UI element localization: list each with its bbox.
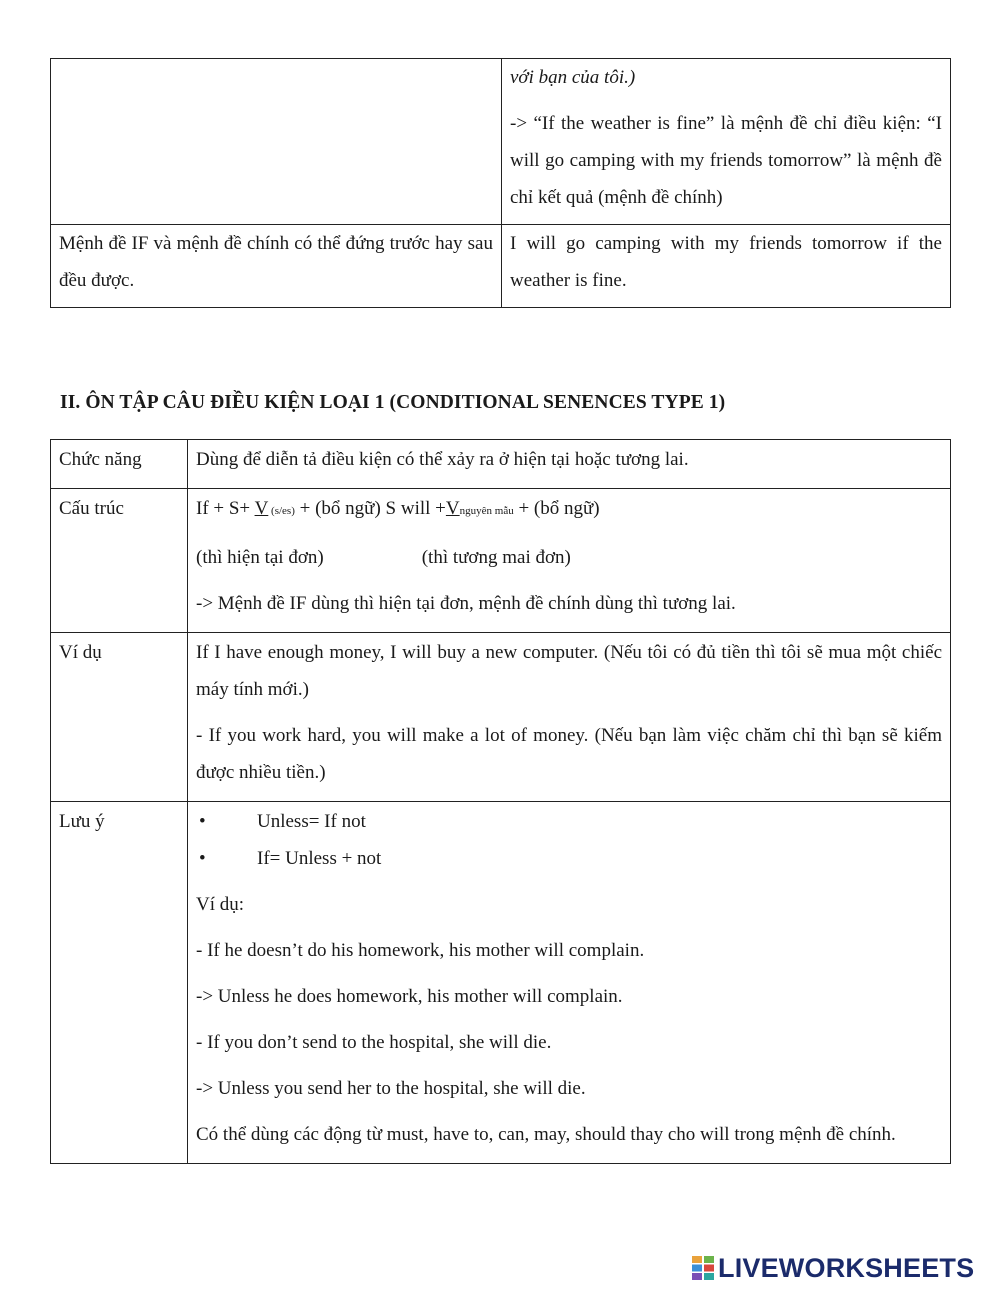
logo-blocks-icon bbox=[692, 1256, 714, 1280]
note-line: Có thể dùng các động từ must, have to, can, may, should thay cho will trong mệnh đề chính. bbox=[196, 1124, 896, 1145]
bullet-text: If= Unless + not bbox=[257, 848, 382, 869]
row-label: Cấu trúc bbox=[51, 489, 188, 633]
formula-part: If + S+ bbox=[196, 498, 255, 519]
formula-verb: V bbox=[445, 498, 460, 519]
note-line: -> Unless you send her to the hospital, she will die. bbox=[196, 1078, 586, 1099]
table-row-structure bbox=[51, 489, 951, 633]
clause-order-note: Mệnh đề IF và mệnh đề chính có thể đứng trước hay sau đều được. bbox=[51, 225, 502, 308]
reordered-example: I will go camping with my friends tomorrow if the weather is fine. bbox=[502, 225, 951, 308]
example-cell bbox=[188, 633, 951, 802]
formula-part: + (bổ ngữ) bbox=[513, 498, 600, 519]
list-item bbox=[196, 803, 942, 840]
list-item bbox=[196, 840, 942, 877]
example-1: If I have enough money, I will buy a new computer. (Nếu tôi có đủ tiền thì tôi sẽ mua một chiếc máy tính mới.) bbox=[196, 642, 942, 700]
table-row bbox=[51, 59, 951, 225]
explanation-table bbox=[50, 58, 951, 308]
conditional-type1-table bbox=[50, 439, 951, 1164]
note-cell bbox=[188, 802, 951, 1164]
table-cell-empty bbox=[51, 59, 502, 225]
tense-if-label: (thì hiện tại đơn) bbox=[196, 547, 324, 568]
logo-text: LIVEWORKSHEETS bbox=[718, 1253, 975, 1283]
formula-verb: V bbox=[254, 498, 269, 519]
row-label: Lưu ý bbox=[51, 802, 188, 1164]
formula-part: + (bổ ngữ) S will + bbox=[294, 498, 446, 519]
bullet-icon: • bbox=[199, 848, 206, 869]
note-line: - If you don’t send to the hospital, she will die. bbox=[196, 1032, 552, 1053]
function-text: Dùng để diễn tả điều kiện có thể xảy ra ở hiện tại hoặc tương lai. bbox=[188, 440, 951, 489]
table-row-function bbox=[51, 440, 951, 489]
formula-subscript: nguyên mẫu bbox=[459, 505, 514, 517]
table-row-note bbox=[51, 802, 951, 1164]
note-line: - If he doesn’t do his homework, his mother will complain. bbox=[196, 940, 645, 961]
section-heading: II. ÔN TẬP CÂU ĐIỀU KIỆN LOẠI 1 (CONDITIONAL SENENCES TYPE 1) bbox=[60, 392, 726, 413]
tense-main-label: (thì tương mai đơn) bbox=[421, 547, 571, 568]
structure-cell bbox=[188, 489, 951, 633]
row-label: Ví dụ bbox=[51, 633, 188, 802]
row-label: Chức năng bbox=[51, 440, 188, 489]
clause-explanation: -> “If the weather is fine” là mệnh đề chỉ điều kiện: “I will go camping with my friends tomorrow” là mệnh đề chỉ kết quả (mệnh đề chính) bbox=[510, 113, 942, 208]
example-2: - If you work hard, you will make a lot of money. (Nếu bạn làm việc chăm chỉ thì bạn sẽ kiếm được nhiều tiền.) bbox=[196, 725, 942, 783]
note-line: -> Unless he does homework, his mother will complain. bbox=[196, 986, 623, 1007]
formula-subscript: (s/es) bbox=[268, 505, 295, 517]
example-heading: Ví dụ: bbox=[196, 894, 245, 915]
table-cell bbox=[502, 59, 951, 225]
liveworksheets-logo bbox=[692, 1253, 974, 1283]
bullet-icon: • bbox=[199, 811, 206, 832]
tense-labels bbox=[196, 539, 942, 576]
bullet-text: Unless= If not bbox=[257, 811, 366, 832]
translation-tail: với bạn của tôi.) bbox=[510, 67, 636, 88]
structure-note: -> Mệnh đề IF dùng thì hiện tại đơn, mệnh đề chính dùng thì tương lai. bbox=[196, 593, 736, 614]
table-row bbox=[51, 225, 951, 308]
structure-formula bbox=[196, 490, 942, 530]
table-row-example bbox=[51, 633, 951, 802]
